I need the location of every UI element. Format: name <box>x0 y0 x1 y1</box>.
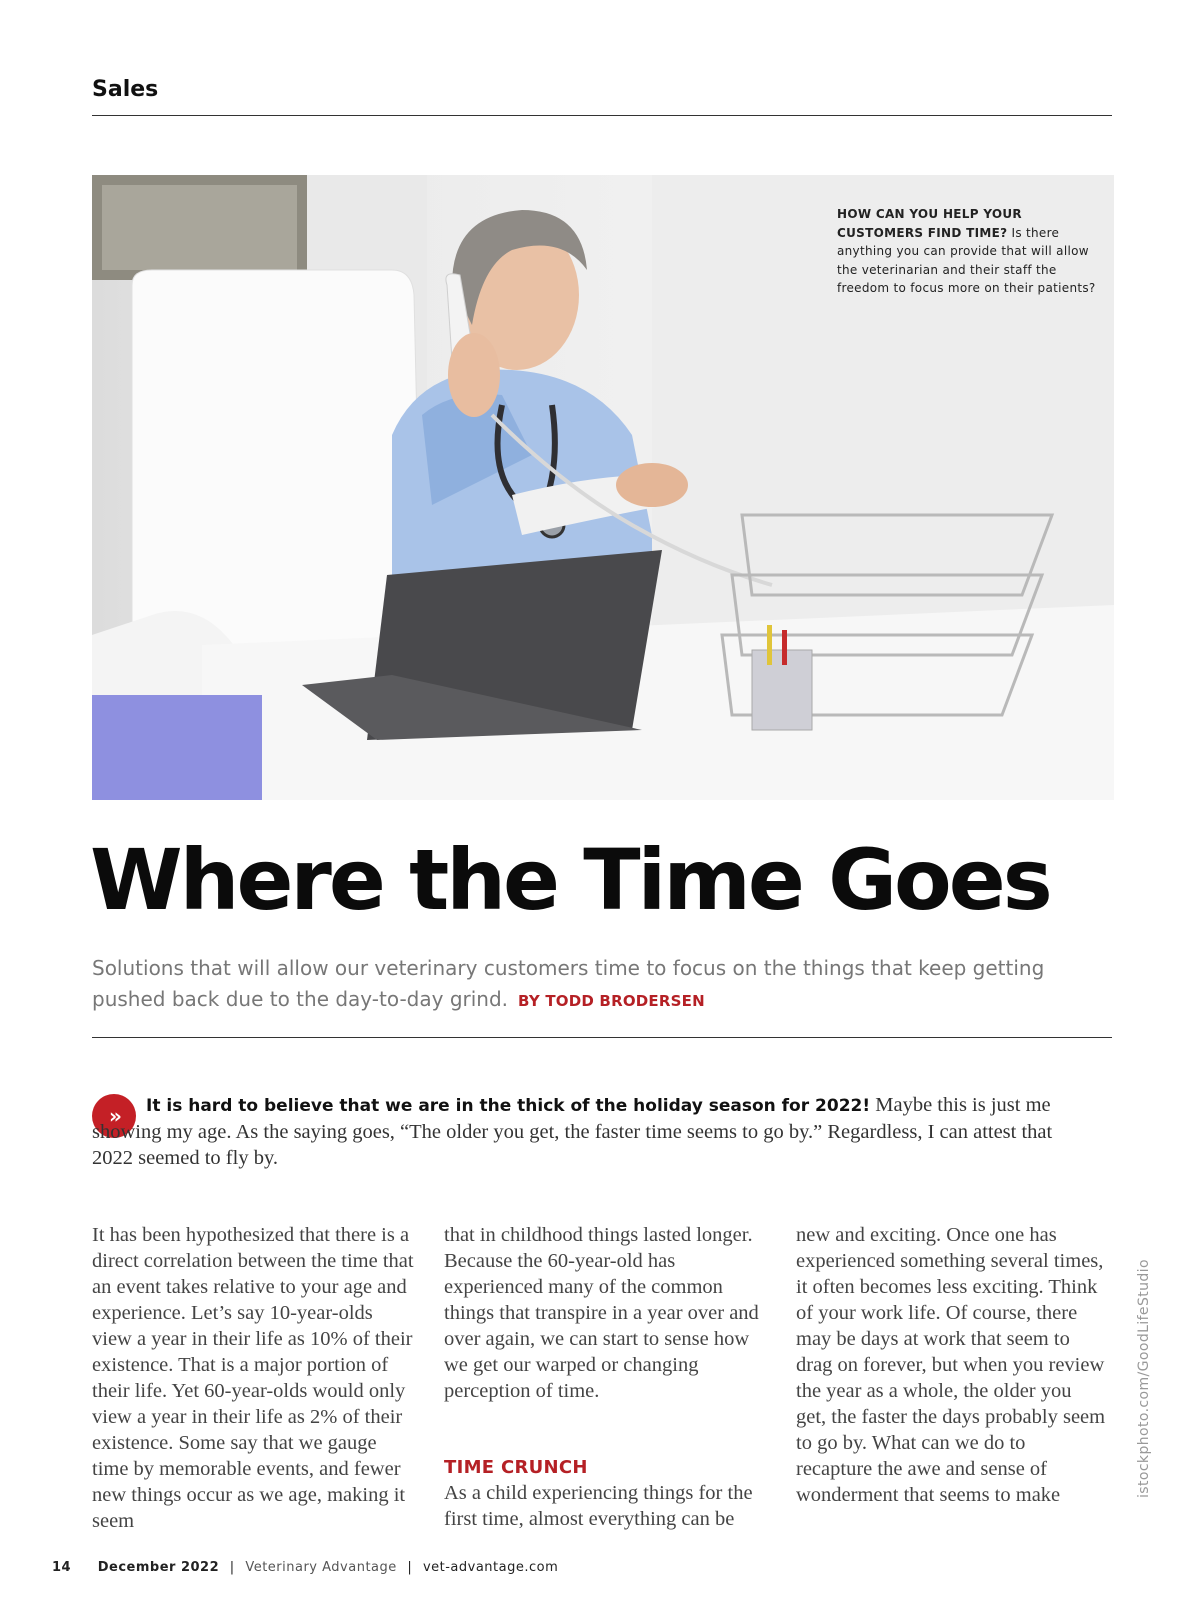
issue-date: December 2022 <box>97 1560 220 1575</box>
body-paragraph: As a child experiencing things for the first time, almost everything can be <box>444 1482 753 1530</box>
website-link[interactable]: vet-advantage.com <box>422 1560 559 1575</box>
lede-paragraph <box>92 1092 1092 1171</box>
body-paragraph: It has been hypothesized that there is a direct correlation between the time that an event takes relative to your age and experience. Let’s say 10-year-olds view a year in their life as 10% of their existence. That is a major portion of their life. Yet 60-year-olds would only view a year in their life as 2% of their existence. Some say that we gauge time by memorable events, and fewer new things occur as we age, making it seem <box>92 1224 414 1532</box>
body-paragraph: that in childhood things lasted longer. Because the 60-year-old has experienced many of the common things that transpire in a year over and over again, we can start to sense how we get our warped or changing perception of time. <box>444 1224 759 1402</box>
deck-rule <box>92 1037 1112 1038</box>
photo-credit: istockphoto.com/GoodLifeStudio <box>1136 1259 1152 1498</box>
article-deck <box>92 953 1122 1017</box>
byline: BY TODD BRODERSEN <box>518 992 705 1010</box>
lede-text: Maybe this is just me showing my age. As the saying goes, “The older you get, the faster time seems to go by.” Regardless, I can attest that 2022 seemed to fly by. <box>92 1094 1053 1169</box>
footer-separator: | <box>407 1560 413 1575</box>
article-headline: Where the Time Goes <box>90 831 1050 929</box>
hero-photo <box>92 175 1114 800</box>
top-rule <box>92 115 1112 116</box>
body-column-3 <box>796 1222 1106 1508</box>
page-number: 14 <box>52 1560 72 1575</box>
body-paragraph: new and exciting. Once one has experienced something several times, it often becomes less exciting. Think of your work life. Of course, there may be days at work that seem to drag on forever, but when you review the year as a whole, the older you get, the faster the days probably seem to go by. What can we do to recapture the awe and sense of wonderment that seems to make <box>796 1224 1106 1506</box>
footer-separator: | <box>229 1560 235 1575</box>
deck-text: Solutions that will allow our veterinary customers time to focus on the things that keep getting pushed back due to the day-to-day grind. <box>92 956 1045 1011</box>
caption-lead: HOW CAN YOU HELP YOUR CUSTOMERS FIND TIME? <box>837 207 1022 240</box>
subhead-time-crunch: TIME CRUNCH <box>444 1457 588 1478</box>
body-column-1 <box>92 1222 414 1534</box>
magazine-name: Veterinary Advantage <box>245 1560 397 1575</box>
page-footer <box>52 1560 558 1575</box>
section-label: Sales <box>92 77 159 102</box>
caption-text: Is there anything you can provide that will allow the veterinarian and their staff the freedom to focus more on their patients? <box>837 225 1096 295</box>
fast-forward-icon: » <box>92 1094 136 1138</box>
lede-bold: It is hard to believe that we are in the thick of the holiday season for 2022! <box>146 1096 871 1116</box>
body-column-2 <box>444 1222 766 1532</box>
photo-caption <box>837 205 1097 298</box>
